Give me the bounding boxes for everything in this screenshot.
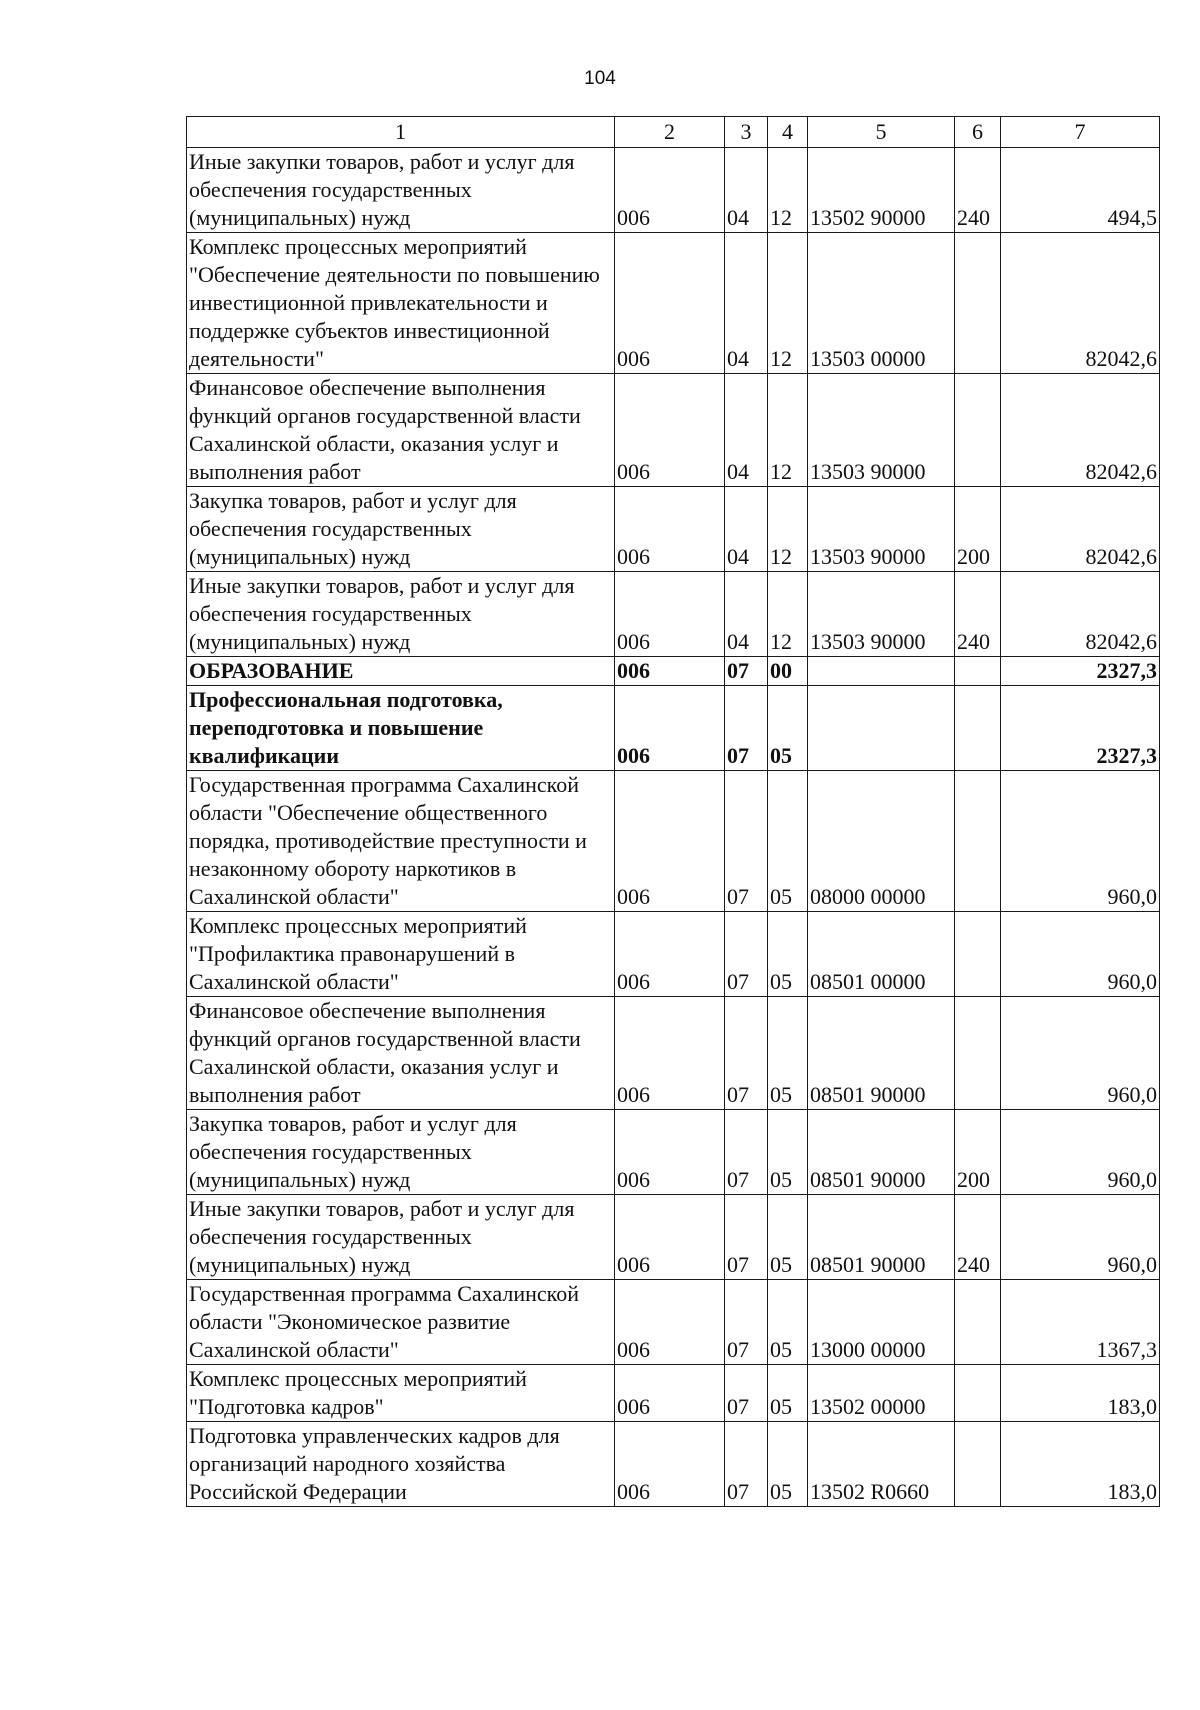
admin-code-cell: 006: [615, 657, 725, 686]
expense-type-cell: [955, 233, 1001, 374]
expense-type-cell: [955, 912, 1001, 997]
expense-type-cell: 240: [955, 1195, 1001, 1280]
subsection-code-cell: 12: [768, 148, 808, 233]
row-name-cell: Иные закупки товаров, работ и услуг для обеспечения государственных (муниципальных) нужд: [187, 572, 615, 657]
target-article-cell: 08501 00000: [808, 912, 955, 997]
expense-type-cell: 240: [955, 572, 1001, 657]
table-row: [187, 233, 1160, 374]
target-article-cell: 08501 90000: [808, 997, 955, 1110]
column-header: 6: [955, 117, 1001, 148]
subsection-code-cell: 05: [768, 912, 808, 997]
table-row: [187, 487, 1160, 572]
subsection-code-cell: 05: [768, 1422, 808, 1507]
table-body: [187, 148, 1160, 1507]
row-name-cell: Финансовое обеспечение выполнения функций органов государственной власти Сахалинской области, оказания услуг и выполнения работ: [187, 997, 615, 1110]
column-header: 7: [1001, 117, 1160, 148]
subsection-code-cell: 05: [768, 997, 808, 1110]
expense-type-cell: 200: [955, 1110, 1001, 1195]
target-article-cell: 13502 R0660: [808, 1422, 955, 1507]
amount-cell: 82042,6: [1001, 374, 1160, 487]
section-code-cell: 04: [725, 487, 768, 572]
section-code-cell: 07: [725, 1422, 768, 1507]
target-article-cell: 13503 90000: [808, 374, 955, 487]
target-article-cell: 13503 00000: [808, 233, 955, 374]
expense-type-cell: [955, 997, 1001, 1110]
subsection-code-cell: 12: [768, 572, 808, 657]
target-article-cell: 13000 00000: [808, 1280, 955, 1365]
table-row: [187, 912, 1160, 997]
row-name-cell: Государственная программа Сахалинской области "Экономическое развитие Сахалинской области": [187, 1280, 615, 1365]
amount-cell: 1367,3: [1001, 1280, 1160, 1365]
table-row: [187, 148, 1160, 233]
amount-cell: 960,0: [1001, 1110, 1160, 1195]
admin-code-cell: 006: [615, 572, 725, 657]
amount-cell: 960,0: [1001, 912, 1160, 997]
row-name-cell: ОБРАЗОВАНИЕ: [187, 657, 615, 686]
amount-cell: 960,0: [1001, 997, 1160, 1110]
admin-code-cell: 006: [615, 374, 725, 487]
expense-type-cell: [955, 1365, 1001, 1422]
expense-type-cell: 240: [955, 148, 1001, 233]
row-name-cell: Профессиональная подготовка, переподготовка и повышение квалификации: [187, 686, 615, 771]
amount-cell: 183,0: [1001, 1422, 1160, 1507]
section-code-cell: 07: [725, 1195, 768, 1280]
expense-type-cell: [955, 771, 1001, 912]
target-article-cell: 13503 90000: [808, 487, 955, 572]
target-article-cell: [808, 686, 955, 771]
column-header: 2: [615, 117, 725, 148]
target-article-cell: 08501 90000: [808, 1110, 955, 1195]
section-code-cell: 07: [725, 1110, 768, 1195]
row-name-cell: Иные закупки товаров, работ и услуг для обеспечения государственных (муниципальных) нужд: [187, 1195, 615, 1280]
admin-code-cell: 006: [615, 148, 725, 233]
target-article-cell: 13502 00000: [808, 1365, 955, 1422]
admin-code-cell: 006: [615, 233, 725, 374]
target-article-cell: 08000 00000: [808, 771, 955, 912]
table-row: [187, 1280, 1160, 1365]
subsection-code-cell: 12: [768, 487, 808, 572]
amount-cell: 82042,6: [1001, 487, 1160, 572]
target-article-cell: [808, 657, 955, 686]
table-row: [187, 1110, 1160, 1195]
section-code-cell: 07: [725, 912, 768, 997]
row-name-cell: Закупка товаров, работ и услуг для обеспечения государственных (муниципальных) нужд: [187, 1110, 615, 1195]
admin-code-cell: 006: [615, 1280, 725, 1365]
table-row: [187, 374, 1160, 487]
section-code-cell: 07: [725, 1280, 768, 1365]
admin-code-cell: 006: [615, 1110, 725, 1195]
table-row: [187, 572, 1160, 657]
row-name-cell: Государственная программа Сахалинской области "Обеспечение общественного порядка, противодействие преступности и незаконному обороту наркотиков в Сахалинской области": [187, 771, 615, 912]
amount-cell: 183,0: [1001, 1365, 1160, 1422]
table-row: [187, 1422, 1160, 1507]
expense-type-cell: [955, 1422, 1001, 1507]
table-row: [187, 997, 1160, 1110]
expense-type-cell: [955, 1280, 1001, 1365]
column-header: 5: [808, 117, 955, 148]
section-code-cell: 07: [725, 686, 768, 771]
amount-cell: 2327,3: [1001, 657, 1160, 686]
row-name-cell: Комплекс процессных мероприятий "Подготовка кадров": [187, 1365, 615, 1422]
expense-type-cell: [955, 686, 1001, 771]
row-name-cell: Финансовое обеспечение выполнения функций органов государственной власти Сахалинской области, оказания услуг и выполнения работ: [187, 374, 615, 487]
admin-code-cell: 006: [615, 771, 725, 912]
subsection-code-cell: 12: [768, 233, 808, 374]
section-code-cell: 04: [725, 233, 768, 374]
subsection-code-cell: 05: [768, 1365, 808, 1422]
subsection-code-cell: 05: [768, 1280, 808, 1365]
admin-code-cell: 006: [615, 997, 725, 1110]
subsection-code-cell: 05: [768, 1110, 808, 1195]
page-number: 104: [584, 68, 616, 89]
section-code-cell: 07: [725, 997, 768, 1110]
subsection-code-cell: 12: [768, 374, 808, 487]
amount-cell: 2327,3: [1001, 686, 1160, 771]
section-code-cell: 04: [725, 374, 768, 487]
subsection-code-cell: 05: [768, 686, 808, 771]
table-row: [187, 686, 1160, 771]
row-name-cell: Комплекс процессных мероприятий "Профилактика правонарушений в Сахалинской области": [187, 912, 615, 997]
amount-cell: 82042,6: [1001, 572, 1160, 657]
section-code-cell: 04: [725, 572, 768, 657]
admin-code-cell: 006: [615, 912, 725, 997]
table-row: [187, 771, 1160, 912]
amount-cell: 494,5: [1001, 148, 1160, 233]
expense-type-cell: 200: [955, 487, 1001, 572]
admin-code-cell: 006: [615, 1422, 725, 1507]
table-row: [187, 657, 1160, 686]
section-code-cell: 04: [725, 148, 768, 233]
row-name-cell: Иные закупки товаров, работ и услуг для обеспечения государственных (муниципальных) нужд: [187, 148, 615, 233]
subsection-code-cell: 05: [768, 771, 808, 912]
admin-code-cell: 006: [615, 686, 725, 771]
table-row: [187, 1365, 1160, 1422]
column-header: 3: [725, 117, 768, 148]
section-code-cell: 07: [725, 657, 768, 686]
admin-code-cell: 006: [615, 487, 725, 572]
row-name-cell: Комплекс процессных мероприятий "Обеспечение деятельности по повышению инвестиционной привлекательности и поддержке субъектов инвестиционной деятельности": [187, 233, 615, 374]
admin-code-cell: 006: [615, 1365, 725, 1422]
amount-cell: 82042,6: [1001, 233, 1160, 374]
expense-type-cell: [955, 374, 1001, 487]
row-name-cell: Закупка товаров, работ и услуг для обеспечения государственных (муниципальных) нужд: [187, 487, 615, 572]
section-code-cell: 07: [725, 1365, 768, 1422]
target-article-cell: 08501 90000: [808, 1195, 955, 1280]
subsection-code-cell: 00: [768, 657, 808, 686]
amount-cell: 960,0: [1001, 1195, 1160, 1280]
column-header: 4: [768, 117, 808, 148]
amount-cell: 960,0: [1001, 771, 1160, 912]
target-article-cell: 13502 90000: [808, 148, 955, 233]
header-row: [187, 117, 1160, 148]
expense-type-cell: [955, 657, 1001, 686]
section-code-cell: 07: [725, 771, 768, 912]
row-name-cell: Подготовка управленческих кадров для организаций народного хозяйства Российской Федерации: [187, 1422, 615, 1507]
column-header: 1: [187, 117, 615, 148]
subsection-code-cell: 05: [768, 1195, 808, 1280]
table-row: [187, 1195, 1160, 1280]
admin-code-cell: 006: [615, 1195, 725, 1280]
budget-table: [186, 116, 1160, 1507]
target-article-cell: 13503 90000: [808, 572, 955, 657]
